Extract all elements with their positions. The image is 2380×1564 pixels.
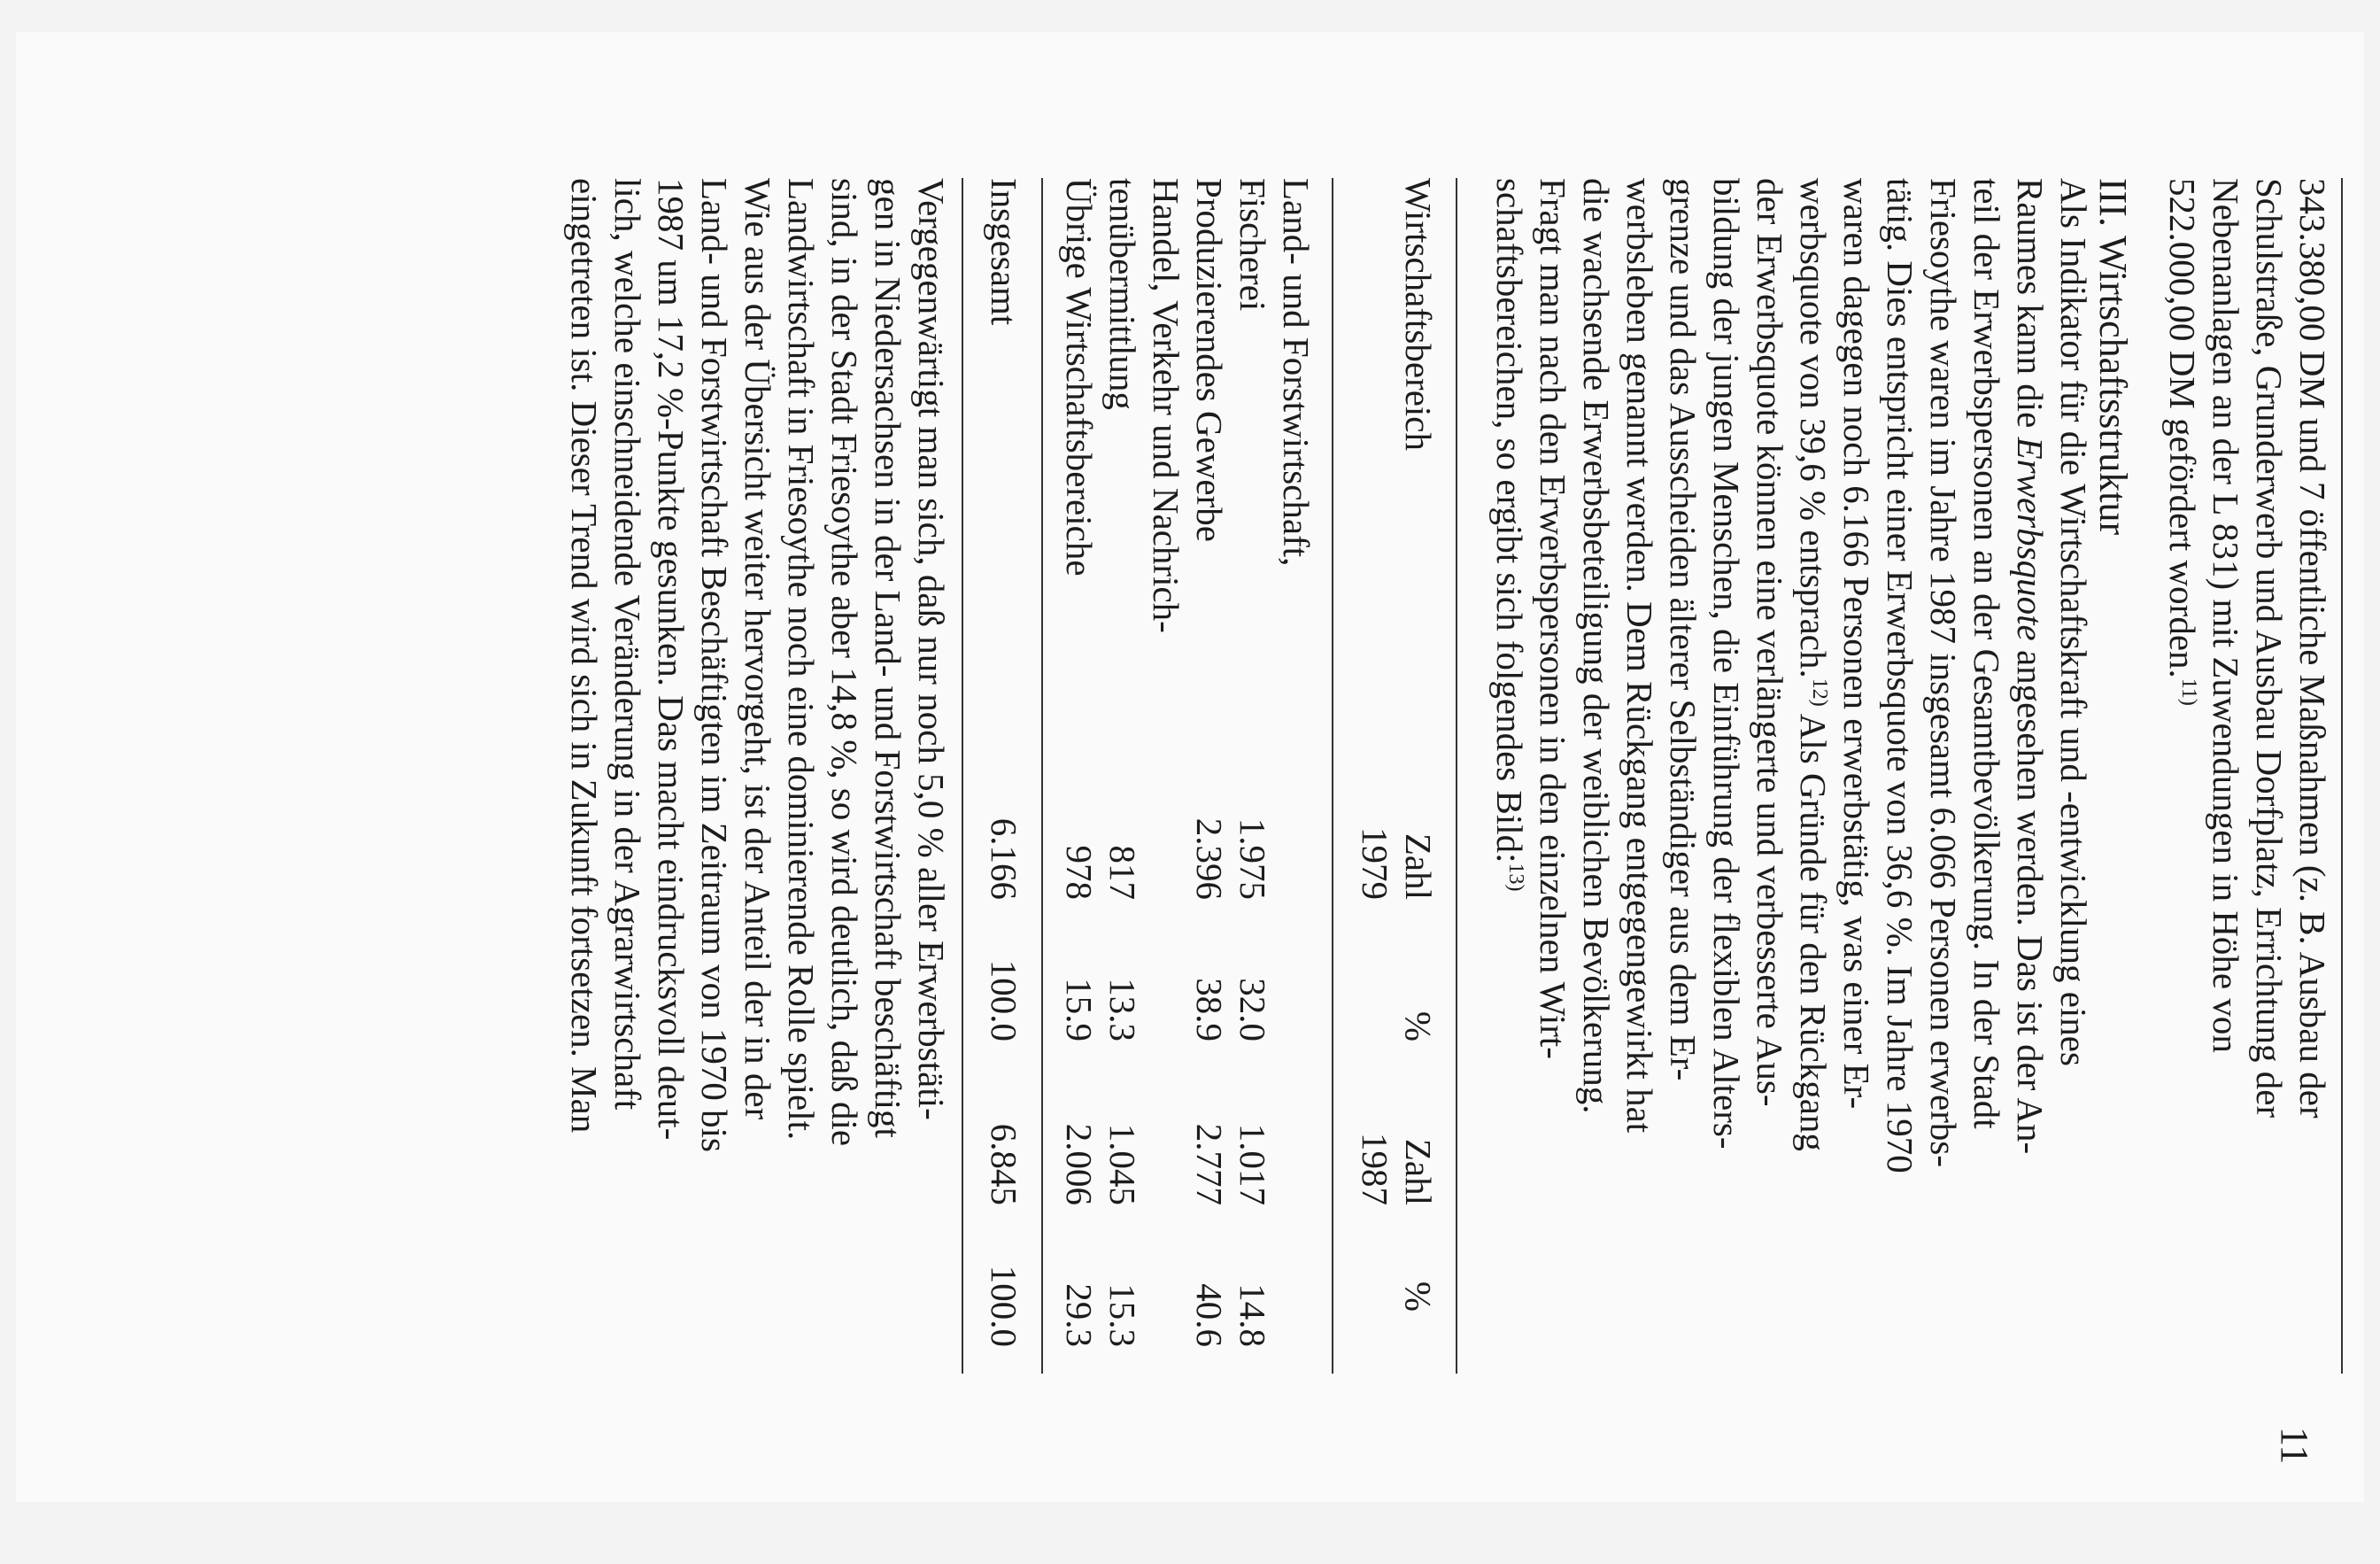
page-number: 11 bbox=[2273, 1427, 2316, 1465]
table-bottom-rule bbox=[962, 178, 963, 1374]
cell-p1979: 38.9 bbox=[1189, 978, 1230, 1041]
cell-p1987: 40.6 bbox=[1189, 1283, 1230, 1347]
cell-p1979: 32.0 bbox=[1232, 978, 1273, 1041]
row-label: Handel, Verkehr und Nachrich- bbox=[1146, 178, 1186, 633]
total-p1979: 100.0 bbox=[984, 959, 1024, 1041]
cell-p1979: 15.9 bbox=[1059, 978, 1100, 1041]
section-heading: III. Wirtschaftsstruktur bbox=[2091, 178, 2135, 536]
header-year-1987: 1987 bbox=[1355, 1133, 1395, 1205]
page-content bbox=[16, 32, 2380, 1564]
total-n1987: 6.845 bbox=[984, 1123, 1024, 1205]
term-erwerbsquote: Erwerbsquote bbox=[2010, 437, 2051, 641]
intro-paragraph bbox=[2160, 178, 2334, 1374]
table-header-rule bbox=[1332, 178, 1333, 1374]
header-year-1979: 1979 bbox=[1355, 827, 1395, 900]
footnote-ref-13: 13) bbox=[1504, 863, 1527, 892]
cell-p1987: 29.3 bbox=[1059, 1283, 1100, 1347]
intro-text: 343.380,00 DM und 7 öffentliche Maßnahmen (z. B. Ausbau der Schulstraße, Grunderwerb und Ausbau Dorfplatz, Errichtung der Nebenanlagen an der L 831) mit Zuwendungen in Höhe von 522.000,00 DM gefördert worden. bbox=[2162, 178, 2333, 1119]
row-label-cont: Fischerei bbox=[1232, 178, 1273, 312]
row-label: Produzierendes Gewerbe bbox=[1189, 178, 1230, 542]
cell-n1987: 2.777 bbox=[1189, 1123, 1230, 1205]
table-top-rule bbox=[1456, 178, 1457, 1374]
cell-n1979: 817 bbox=[1102, 845, 1143, 900]
cell-n1987: 2.006 bbox=[1059, 1123, 1100, 1205]
row-label-cont: tenübermittlung bbox=[1102, 178, 1143, 410]
footnote-ref-12: 12) bbox=[1808, 677, 1831, 707]
header-zahl-1979: Zahl bbox=[1398, 832, 1439, 900]
cell-n1979: 1.975 bbox=[1232, 817, 1273, 900]
row-label: Übrige Wirtschaftsbereiche bbox=[1059, 178, 1100, 577]
header-sector: Wirtschaftsbereich bbox=[1398, 178, 1439, 451]
row-label: Land- und Forstwirtschaft, bbox=[1276, 178, 1317, 567]
scanned-page bbox=[16, 32, 2364, 1502]
header-pct-1979: % bbox=[1398, 1010, 1439, 1041]
cell-n1979: 2.396 bbox=[1189, 817, 1230, 900]
footnote-ref-11: 11) bbox=[2177, 677, 2200, 706]
cell-p1987: 15.3 bbox=[1102, 1283, 1143, 1347]
header-zahl-1987: Zahl bbox=[1398, 1138, 1439, 1205]
total-n1979: 6.166 bbox=[984, 817, 1024, 900]
section-paragraph: Als Indikator für die Wirtschaftskraft und -entwicklung eines Raumes kann die Erwerbsquote angesehen werden. Das ist der An- teil der Erwerbspersonen an der Gesamtbevölkerung. In der Stadt Friesoythe waren im Jahre 1987 insgesamt 6.066 Personen erwerbs- tätig. Dies entspricht einer Erwerbsquote von 36,6 %. Im Jahre 1970 waren dagegen noch 6.166 Personen erwerbstätig, was einer Er- werbsquote von 39,6 % entsprach.$^{12)}$ Als Gründe für den Rückgang der Erwerbsquote können eine verlängerte und verbesserte Aus- bildung der jungen Menschen, die Einführung der flexiblen Alters- grenze und das Ausscheiden älterer Selbständiger aus dem Er- werbsleben genannt werden. Dem Rückgang entgegengewirkt hat die wachsende Erwerbsbeteiligung der weiblichen Bevölkerung. Fragt man nach den Erwerbspersonen in den einzelnen Wirt- schaftsbereichen, so ergibt sich folgendes Bild:$^{13)}$ bbox=[1489, 178, 2094, 1173]
cell-p1987: 14.8 bbox=[1232, 1283, 1273, 1347]
total-p1987: 100.0 bbox=[984, 1265, 1024, 1347]
cell-n1979: 978 bbox=[1059, 845, 1100, 900]
table-sum-rule bbox=[1041, 178, 1043, 1374]
cell-p1979: 13.3 bbox=[1102, 978, 1143, 1041]
total-label: Insgesamt bbox=[984, 178, 1024, 326]
top-rule bbox=[2341, 178, 2343, 1374]
cell-n1987: 1.017 bbox=[1232, 1123, 1273, 1205]
header-pct-1987: % bbox=[1398, 1281, 1439, 1312]
closing-paragraph: Vergegenwärtigt man sich, daß nur noch 5,0 % aller Erwerbstäti- gen in Niedersachsen in der Land- und Forstwirtschaft beschäftigt sind, in der Stadt Friesoythe aber 14,8 %, so wird deutlich, daß die Landwirtschaft in Friesoythe noch eine dominierende Rolle spielt. Wie aus der Übersicht weiter hervorgeht, ist der Anteil der in der Land- und Forstwirtschaft Beschäftigten im Zeitraum von 1970 bis 1987 um 17,2 %-Punkte gesunken. Das macht eindrucksvoll deut- lich, welche einschneidende Veränderung in der Agrarwirtschaft eingetreten ist. Dieser Trend wird sich in Zukunft fortsetzen. Man bbox=[564, 178, 952, 1152]
cell-n1987: 1.045 bbox=[1102, 1123, 1143, 1205]
